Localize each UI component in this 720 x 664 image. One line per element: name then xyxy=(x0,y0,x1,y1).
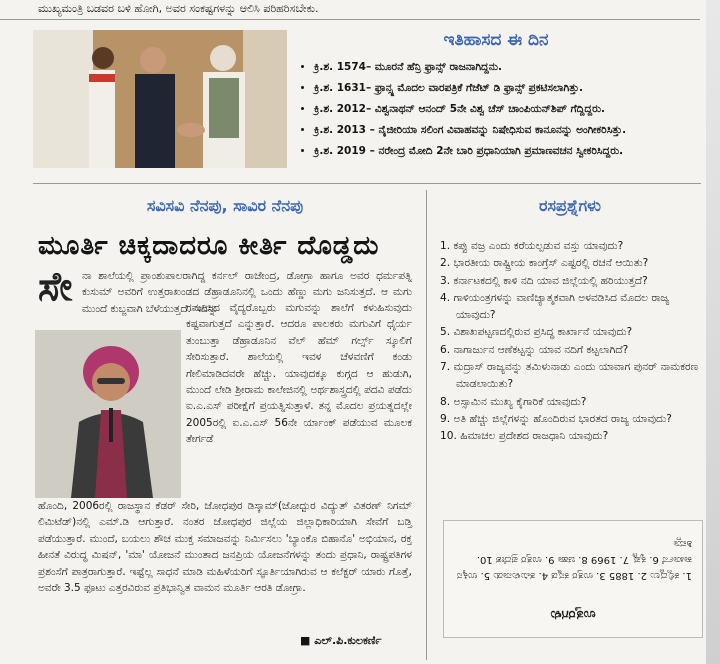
history-item: • ಕ್ರಿ.ಶ. 1574– ಮೂರನೆ ಹೆನ್ರಿ ಫ್ರಾನ್ಸ್ ರಾಜನಾಗಿದ್ದನು. xyxy=(314,57,700,78)
page-edge-shadow xyxy=(706,0,720,664)
article-body-column: ಗಮನಿಸಿದ ವೈದ್ಯರೊಬ್ಬರು ಮಗುವನ್ನು ಶಾಲೆಗೆ ಕಳುಹಿಸುವುದು ಕಷ್ಟವಾಗುತ್ತದೆ ಎನ್ನುತ್ತಾರೆ. ಆದರೂ ಪಾಲಕರು ಮಗುವಿಗೆ ಧೈರ್ಯ ತುಂಬುತ್ತಾ ಡೆಹ್ರಾಡೂನಿನ ವೆಲ್ ಹೆಮ್ ಗರ್ಲ್ಸ್ ಸ್ಕೂಲಿಗೆ ಸೇರಿಸುತ್ತಾರೆ. ಶಾಲೆಯಲ್ಲಿ ಇವಳ ಚೆಳವಣಿಗೆ ಕಂಡು ಗೇಲಿಮಾಡಿದವರೇ ಹೆಚ್ಚು. ಯಾವುದಕ್ಕೂ ಕುಗ್ಗದ ಆ ಹುಡುಗಿ, ಮುಂದೆ ಲೇಡಿ ಶ್ರೀರಾಮ ಕಾಲೇಜಿನಲ್ಲಿ ಅರ್ಥಶಾಸ್ತ್ರದಲ್ಲಿ ಪದವಿ ಪಡೆದು ಐ.ಎ.ಎಸ್ ಪರೀಕ್ಷೆಗೆ ಪ್ರಯತ್ನಿಸುತ್ತಾಳೆ. ತನ್ನ ಮೊದಲ ಪ್ರಯತ್ನದಲ್ಲೇ 2005ರಲ್ಲಿ ಐ.ಎ.ಎಸ್ 56ನೇ ರ್ಯಾಂಕ್ ಪಡೆಯುವ ಮೂಲಕ ತೇರ್ಗಡೆ xyxy=(186,302,412,446)
history-list xyxy=(292,57,700,162)
history-item: • ಕ್ರಿ.ಶ. 2012– ವಿಶ್ವನಾಥನ್ ಆನಂದ್ 5ನೇ ವಿಶ್ವ ಚೆಸ್ ಚಾಂಪಿಯನ್‌ಶಿಪ್ ಗೆದ್ದಿದ್ದರು. xyxy=(314,99,700,120)
history-title: ಇತಿಹಾಸದ ಈ ದಿನ xyxy=(443,30,549,50)
quiz-question: 9. ಅತಿ ಹೆಚ್ಚು ಜಿಲ್ಲೆಗಳನ್ನು ಹೊಂದಿರುವ ಭಾರತದ ರಾಜ್ಯ ಯಾವುದು? xyxy=(440,412,672,425)
page-header-strip xyxy=(0,0,700,20)
answers-text: 1. ಕಲ್ಲಿದ್ದಲು 2. 1885 3. ಉತ್ತರ ಕನ್ನಡ 4. ತಮಿಳುನಾಡು 5. ಉಕ್ಕಿನ ಕಾರ್ಖಾನೆ 6. ಕೃಷ್ಣ 7. 1969 8. ಚಹಾ 9. ಉತ್ತರ ಪ್ರದೇಶ 10. ಶಿಮ್ಲಾ xyxy=(456,538,692,581)
history-item: • ಕ್ರಿ.ಶ. 1631– ಫ್ರಾನ್ಸ್ನ ಮೊದಲ ವಾರಪತ್ರಿಕೆ ಗೆಜೆಟ್ ಡಿ ಫ್ರಾನ್ಸ್ ಪ್ರಕಟಿಸಲಾಗಿತ್ತು. xyxy=(314,78,700,99)
quiz-question: 5. ವಿಶಾಖಪಟ್ಟಣದಲ್ಲಿರುವ ಪ್ರಸಿದ್ಧ ಕಾರ್ಖಾನೆ ಯಾವುದು? xyxy=(440,326,633,339)
quiz-question: 10. ಹಿಮಾಚಲ ಪ್ರದೇಶದ ರಾಜಧಾನಿ ಯಾವುದು? xyxy=(440,430,609,443)
quiz-question: 8. ಅಸ್ಸಾಮಿನ ಮುಖ್ಯ ಕೈಗಾರಿಕೆ ಯಾವುದು? xyxy=(440,395,587,408)
quiz-question: 1. ಕಪ್ಪು ವಜ್ರ ಎಂದು ಕರೆಯಲ್ಪಡುವ ವಸ್ತು ಯಾವುದು? xyxy=(440,240,624,252)
quiz-title: ರಸಪ್ರಶ್ನೆಗಳು xyxy=(539,196,601,215)
article-heading: ಮೂರ್ತಿ ಚಿಕ್ಕದಾದರೂ ಕೀರ್ತಿ ದೊಡ್ಡದು xyxy=(38,231,380,261)
author-byline: ■ ಎಲ್.ಪಿ.ಕುಲಕರ್ಣಿ xyxy=(300,634,382,647)
leaders-handshake-photo xyxy=(33,30,287,168)
section-title: ಸವಿಸವಿ ನೆನಪು, ಸಾವಿರ ನೆನಪು xyxy=(146,196,304,215)
header-text: ಮುಖ್ಯಮಂತ್ರಿ ಬಡವರ ಬಳಿ ಹೋಗಿ, ಅವರ ಸಂಕಷ್ಟಗಳನ್ನು ಆಲಿಸಿ ಪರಿಹರಿಸಬೇಕು. xyxy=(38,2,319,15)
history-item: • ಕ್ರಿ.ಶ. 2013 – ನೈಜೀರಿಯಾ ಸಲಿಂಗ ವಿವಾಹವನ್ನು ನಿಷೇಧಿಸುವ ಕಾನೂನನ್ನು ಅಂಗೀಕರಿಸಿತ್ತು. xyxy=(314,120,700,141)
article-lead: ನಾ ಶಾಲೆಯಲ್ಲಿ ಪ್ರಾಂಶುಪಾಲರಾಗಿದ್ದ ಕರ್ನಲ್ ರಾಜೇಂದ್ರ, ಡೋಗ್ರಾ ಹಾಗೂ ಅವರ ಧರ್ಮಪತ್ನಿ ಕುಸುಮ್ ಅವರಿಗೆ ಉತ್ತರಾಖಂಡದ ಡೆಹ್ರಾಡೂನಿನಲ್ಲಿ ಒಂದು ಹೆಣ್ಣು ಮಗು ಜನಿಸುತ್ತದೆ. ಆ ಮಗು ಮುಂದೆ ಕುಬ್ಜವಾಗಿ ಬೆಳೆಯುತ್ತದೆ. ಇದನ್ನು xyxy=(82,270,412,315)
quiz-question: 4. ಗಾಳಿಯಂತ್ರಗಳನ್ನು ವಾಣಿಜ್ಯಾತ್ಮಕವಾಗಿ ಅಳವಡಿಸಿದ ಮೊದಲ ರಾಜ್ಯ ಯಾವುದು? xyxy=(440,291,670,322)
history-today-panel xyxy=(292,29,700,176)
quiz-list xyxy=(440,238,710,446)
handshake-illustration xyxy=(33,30,287,168)
history-item: • ಕ್ರಿ.ಶ. 2019 – ನರೇಂದ್ರ ಮೋದಿ 2ನೇ ಬಾರಿ ಪ್ರಧಾನಿಯಾಗಿ ಪ್ರಮಾಣವಚನ ಸ್ವೀಕರಿಸಿದ್ದರು. xyxy=(314,141,700,162)
section-divider xyxy=(33,183,701,184)
quiz-question: 7. ಮದ್ರಾಸ್ ರಾಜ್ಯವನ್ನು ತಮಿಳುನಾಡು ಎಂದು ಯಾವಾಗ ಪುನರ್ ನಾಮಕರಣ ಮಾಡಲಾಯಿತು? xyxy=(440,361,699,391)
article-body-wide: ಹೊಂದಿ, 2006ರಲ್ಲಿ ರಾಜಸ್ಥಾನ ಕೆಡರ್ ಸೇರಿ, ಜೋಧಪುರ ಡಿಸ್ಕಾಮ್(ಜೋಧ್ಪುರ ವಿದ್ಯುತ್ ವಿತರಣ್ ನಿಗಮ್ ಲಿಮಿಟೆಡ್)ನಲ್ಲಿ ಎಮ್.ಡಿ ಆಗುತ್ತಾರೆ. ನಂತರ ಜೋಧಪುರ ಜಿಲ್ಲೆಯ ಜಿಲ್ಲಾಧಿಕಾರಿಯಾಗಿ ಸೇವೆಗೆ ಬಡ್ತಿ ಪಡೆಯುತ್ತಾರೆ. ಮುಂದೆ, ಬಯಲು ಶೌಚ ಮುಕ್ತ ಸಮಾಜವನ್ನು ನಿರ್ಮಿಸಲು 'ಬ್ಯಾಂಕೊ ಬಿಹಾನೊ' ಅಭಿಯಾನ, ರಕ್ತ ಹೀನತೆ ವಿರುದ್ಧ ಮಿಷನ್, 'ಮಾ' ಯೋಜನೆ ಮುಂತಾದ ಜನಪ್ರಿಯ ಯೋಜನೆಗಳನ್ನು ತಂದು ಪ್ರಧಾನಿ, ರಾಷ್ಟ್ರಪತಿಗಳ ಪ್ರಶಂಸೆಗೆ ಪಾತ್ರರಾಗುತ್ತಾರೆ. ಇಷ್ಟೆಲ್ಲ ಸಾಧನೆ ಮಾಡಿ ಮಹಿಳೆಯರಿಗೆ ಸ್ಫೂರ್ತಿಯಾಗಿರುವ ಆ ಕಲೆಕ್ಟರ್ ಯಾರು ಗೊತ್ತೆ, ಅವರೇ 3.5 ಫೂಟು ಎತ್ತರವಿರುವ ಪ್ರತಿಭಾನ್ವಿತ ವಾಮನ ಮೂರ್ತಿ ಆರತಿ ಡೋಗ್ರಾ. xyxy=(38,500,412,595)
quiz-question: 2. ಭಾರತೀಯ ರಾಷ್ಟ್ರೀಯ ಕಾಂಗ್ರೆಸ್ ಎಷ್ಟರಲ್ಲಿ ರಚನೆ ಆಯಿತು? xyxy=(440,257,649,270)
speaker-illustration xyxy=(35,330,181,498)
drop-cap: ಸೇ xyxy=(38,264,73,310)
portrait-photo xyxy=(35,330,181,498)
answers-label: ಉತ್ತರಗಳು xyxy=(550,607,596,622)
answers-box xyxy=(443,520,703,638)
quiz-question: 3. ಕರ್ನಾಟಕದಲ್ಲಿ ಕಾಳಿ ನದಿ ಯಾವ ಜಿಲ್ಲೆಯಲ್ಲಿ ಹರಿಯುತ್ತದೆ? xyxy=(440,274,648,287)
quiz-question: 6. ನಾಗಾರ್ಜುನ ಆಣೆಕಟ್ಟನ್ನು ಯಾವ ನದಿಗೆ ಕಟ್ಟಲಾಗಿದೆ? xyxy=(440,343,629,356)
column-divider xyxy=(426,190,427,660)
